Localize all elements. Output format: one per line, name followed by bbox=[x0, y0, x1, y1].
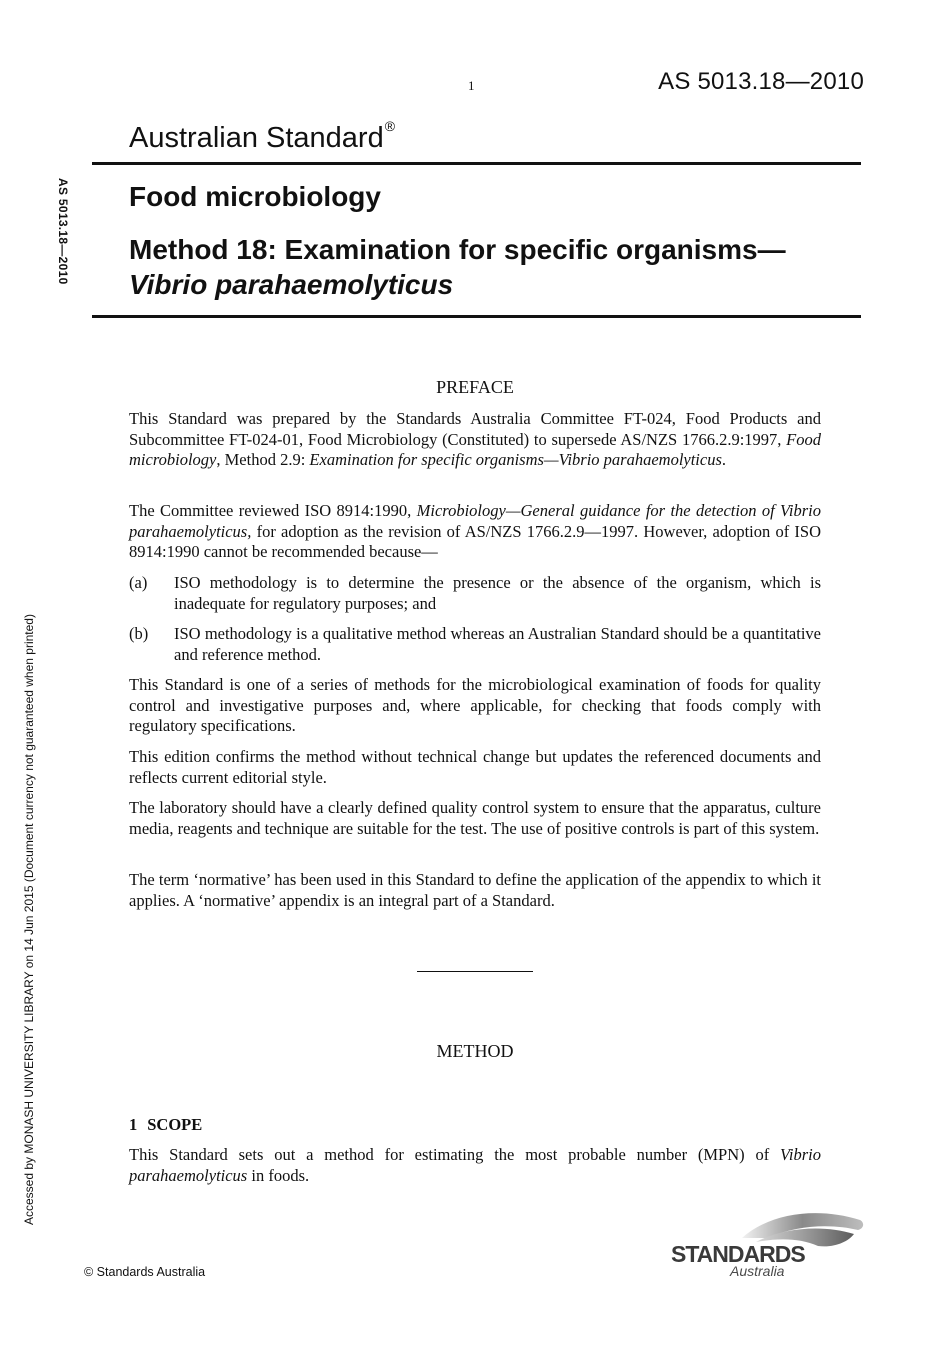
series-title: Food microbiology bbox=[129, 181, 381, 212]
text-run-italic: Vibrio parahaemolyticus bbox=[129, 1145, 821, 1185]
section-number: 1 bbox=[129, 1115, 138, 1134]
standards-australia-logo bbox=[668, 1208, 868, 1280]
text-run-italic: Food microbiology bbox=[129, 429, 821, 470]
section-title: SCOPE bbox=[147, 1115, 203, 1134]
title-rule-bottom bbox=[92, 315, 861, 318]
access-note: Accessed by MONASH UNIVERSITY LIBRARY on 14 Jun 2015 (Document currency not guaranteed when printed) bbox=[22, 614, 36, 1226]
preface-paragraph-7: The laboratory should have a clearly defined quality control system to ensure that the apparatus, culture media, reagents and technique are suitable for the test. The use of positive controls is part of this system. bbox=[129, 798, 821, 838]
list-item bbox=[129, 624, 821, 665]
list-marker: (a) bbox=[129, 573, 148, 592]
text-run: This Standard was prepared by the Standards Australia Committee FT-024, Food Products and Subcommittee FT-024-01, Food Microbiology (Constituted) to supersede AS/NZS 1766.2.9:1997, bbox=[129, 409, 821, 449]
preface-paragraph-6: This edition confirms the method without technical change but updates the referenced documents and reflects current editorial style. bbox=[129, 747, 821, 787]
list-item-text: ISO methodology is to determine the presence or the absence of the organism, which is inadequate for regulatory purposes; and bbox=[174, 573, 821, 613]
method-title bbox=[129, 232, 849, 302]
brand-title-text: Australian Standard bbox=[129, 122, 384, 154]
text-run-italic: Examination for specific organisms—Vibrio parahaemolyticus bbox=[309, 450, 722, 470]
side-standard-code: AS 5013.18—2010 bbox=[56, 178, 70, 285]
text-run: , Method 2.9: bbox=[216, 450, 310, 470]
preface-heading: PREFACE bbox=[436, 377, 514, 397]
organism-title: Vibrio parahaemolyticus bbox=[129, 269, 454, 300]
text-run: for adoption as the revision of AS/NZS 1766.2.9—1997. However, adoption of ISO 8914:1990 cannot be recommended because— bbox=[129, 521, 821, 562]
logo-wordmark: STANDARDS bbox=[671, 1241, 805, 1267]
copyright-notice: © Standards Australia bbox=[84, 1265, 206, 1279]
scope-heading bbox=[129, 1115, 202, 1135]
registered-mark: ® bbox=[384, 118, 396, 134]
preface-paragraph-8: The term ‘normative’ has been used in this Standard to define the application of the appendix to which it applies. A ‘normative’ appendix is an integral part of a Standard. bbox=[129, 870, 821, 910]
section-divider bbox=[417, 971, 533, 972]
list-item bbox=[129, 573, 821, 614]
method-title-line: Method 18: Examination for specific organisms— bbox=[129, 234, 786, 265]
preface-paragraph-5: This Standard is one of a series of methods for the microbiological examination of foods for quality control and investigative purposes and, where applicable, for checking that foods comply with regulatory specifications. bbox=[129, 675, 821, 736]
standard-code: AS 5013.18—2010 bbox=[658, 68, 864, 95]
list-item-text: ISO methodology is a qualitative method whereas an Australian Standard should be a quantitative and reference method. bbox=[174, 624, 821, 664]
text-run: This Standard sets out a method for estimating the most probable number (MPN) of bbox=[129, 1145, 781, 1164]
logo-subtitle: Australia bbox=[730, 1263, 785, 1279]
text-run: . bbox=[721, 450, 727, 470]
method-heading: METHOD bbox=[436, 1041, 514, 1061]
text-run-italic: Microbiology—General guidance for the detection of Vibrio parahaemolyticus, bbox=[129, 501, 821, 541]
text-run: The Committee reviewed ISO 8914:1990, bbox=[129, 501, 417, 520]
preface-paragraph-1 bbox=[129, 409, 821, 471]
text-run: in foods. bbox=[247, 1165, 310, 1185]
list-marker: (b) bbox=[129, 624, 149, 643]
page-number: 1 bbox=[468, 78, 475, 93]
preface-paragraph-2 bbox=[129, 501, 821, 563]
title-rule-top bbox=[92, 162, 861, 165]
brand-title bbox=[129, 118, 395, 155]
scope-paragraph bbox=[129, 1145, 821, 1186]
